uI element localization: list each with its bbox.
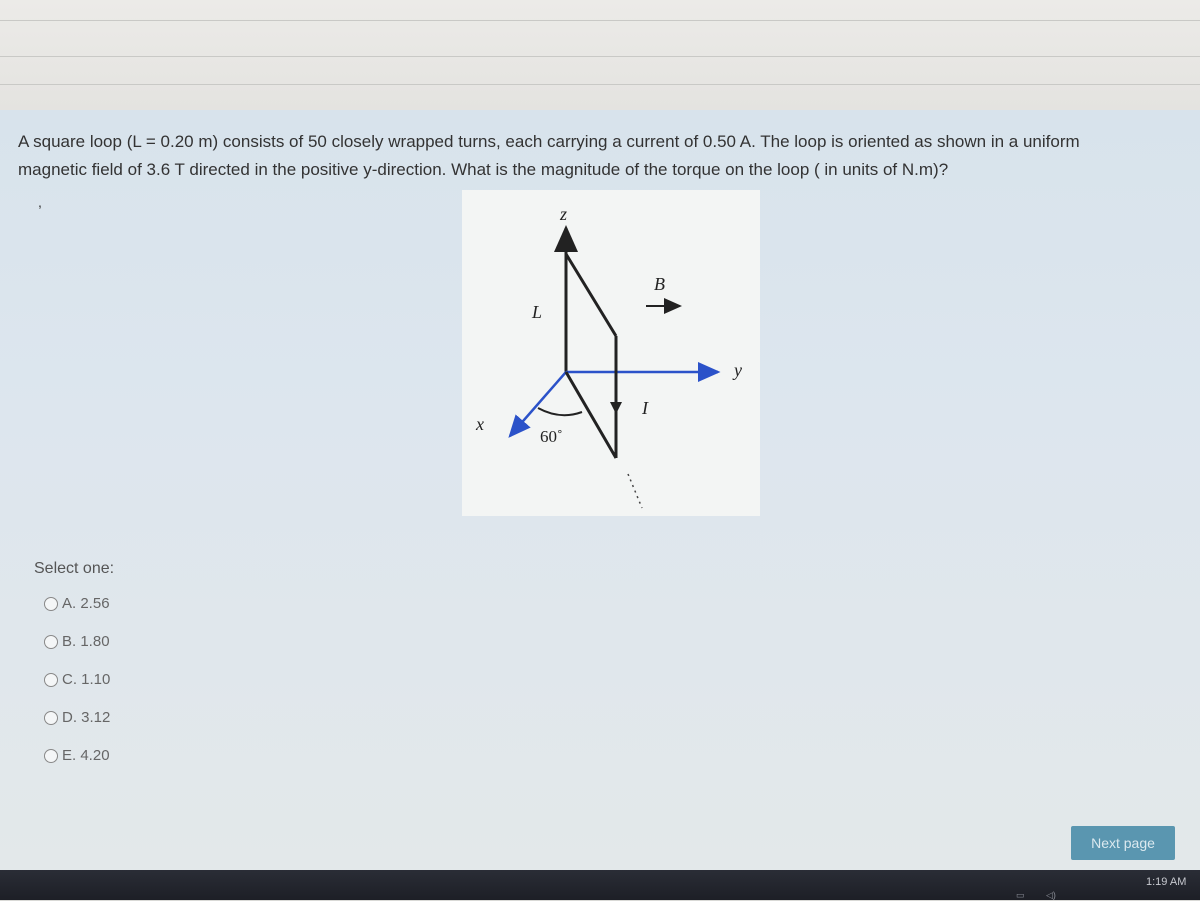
angle-arc xyxy=(538,408,582,415)
network-icon[interactable]: ▭ xyxy=(1016,890,1025,900)
select-one-label: Select one: xyxy=(34,560,115,577)
answer-option-b[interactable] xyxy=(44,633,110,650)
answer-option-d[interactable] xyxy=(44,709,110,726)
dashed-projection xyxy=(628,474,642,508)
label-l: L xyxy=(532,302,543,322)
browser-top-area xyxy=(0,0,1200,110)
question-text xyxy=(18,128,1188,184)
volume-icon[interactable]: ◁) xyxy=(1046,890,1056,900)
question-text-line: A square loop (L = 0.20 m) consists of 50 closely wrapped turns, each carrying a current of 0.50 A. The loop is oriented as shown in a uniform xyxy=(18,132,1080,151)
taskbar-clock: 1:19 AM xyxy=(1146,876,1187,888)
label-b: B xyxy=(654,274,665,294)
answer-option-label: E. 4.20 xyxy=(62,747,110,764)
answer-option-e[interactable] xyxy=(44,747,110,764)
answer-option-c[interactable] xyxy=(44,671,110,688)
stray-marker: , xyxy=(38,194,42,210)
radio-icon[interactable] xyxy=(44,749,58,763)
answer-option-label: B. 1.80 xyxy=(62,633,110,650)
loop-diagram xyxy=(462,190,760,516)
answer-option-label: A. 2.56 xyxy=(62,595,110,612)
divider xyxy=(0,20,1200,21)
radio-icon[interactable] xyxy=(44,711,58,725)
divider xyxy=(0,56,1200,57)
loop-top-edge xyxy=(566,254,616,336)
answer-option-label: D. 3.12 xyxy=(62,709,111,726)
label-x: x xyxy=(476,414,484,434)
loop-figure xyxy=(462,190,760,516)
label-i: I xyxy=(642,398,648,418)
next-page-button[interactable]: Next page xyxy=(1071,826,1175,860)
radio-icon[interactable] xyxy=(44,635,58,649)
answer-option-a[interactable] xyxy=(44,595,110,612)
answer-option-label: C. 1.10 xyxy=(62,671,111,688)
divider xyxy=(0,84,1200,85)
radio-icon[interactable] xyxy=(44,597,58,611)
current-arrow xyxy=(610,402,622,414)
label-z: z xyxy=(560,204,568,224)
label-y: y xyxy=(734,360,742,380)
radio-icon[interactable] xyxy=(44,673,58,687)
question-text-line: magnetic field of 3.6 T directed in the positive y-direction. What is the magnitude of the torque on the loop ( in units of N.m)? xyxy=(18,160,949,179)
label-angle: 60˚ xyxy=(540,427,563,446)
